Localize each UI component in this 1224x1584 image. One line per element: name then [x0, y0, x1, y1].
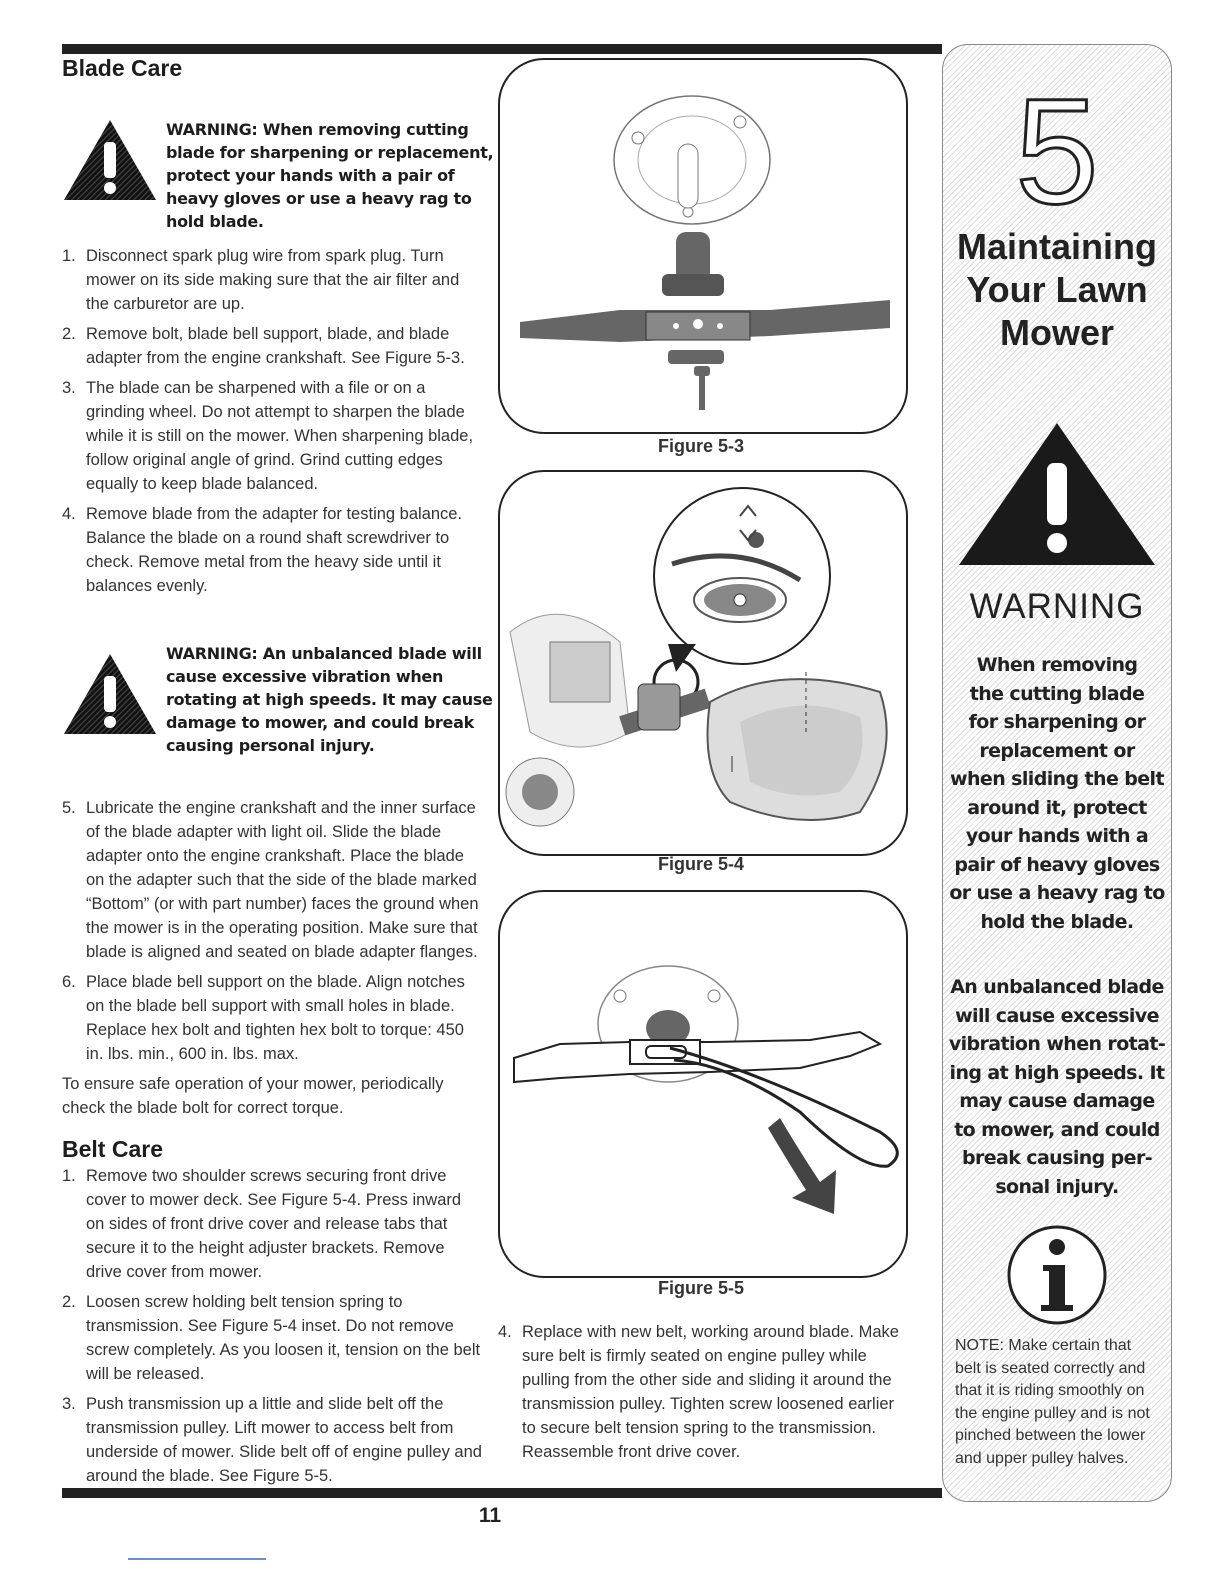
belt-step-4 — [498, 1320, 908, 1470]
figure-5-5-frame — [498, 890, 908, 1278]
sidebar-warning-text-1 — [943, 651, 1171, 936]
list-item: 6. Place blade bell support on the blade. Align notches on the blade bell support with small holes in blade. Replace hex bolt and tighten hex bolt to torque: 450 in. lbs. min., 600 in. lbs. max. — [62, 973, 465, 1063]
decorative-underline — [128, 1558, 266, 1560]
text-line: ing at high speeds. It — [949, 1061, 1165, 1084]
text-line: your hands with a — [965, 825, 1149, 847]
text-line: When removing — [976, 654, 1138, 676]
figure-5-4-caption: Figure 5-4 — [657, 854, 745, 874]
text-line: the engine pulley and is not — [955, 1404, 1150, 1422]
text-line: for sharpening or — [968, 711, 1146, 733]
list-item: 4. Remove blade from the adapter for testing balance. Balance the blade on a round shaft screwdriver to check. Remove metal from the heavy side until it balances evenly. — [62, 505, 463, 595]
blade-steps-1-4 — [62, 244, 482, 604]
belt-care-heading: Belt Care — [62, 1136, 163, 1162]
text-line: will cause excessive — [955, 1004, 1159, 1027]
warning-triangle-icon — [62, 652, 158, 736]
text-line: hold the blade. — [980, 910, 1134, 933]
top-rule — [62, 44, 942, 54]
text-line: to mower, and could — [954, 1118, 1160, 1141]
figure-5-3-frame — [498, 58, 908, 434]
belt-removal-illustration — [500, 892, 906, 1276]
warning-box-1 — [62, 118, 494, 231]
figure-5-3-caption: Figure 5-3 — [657, 436, 745, 456]
warning-text-2: WARNING: An unbalanced blade will cause excessive vibration when rotating at high speeds. It may cause damage to mower, and could break causing personal injury. — [166, 644, 493, 755]
list-item: 3. Push transmission up a little and slide belt off the transmission pulley. Lift mower to access belt from underside of mower. Slide belt off of engine pulley and around the blade. See Figure 5-5. — [62, 1395, 482, 1485]
text-line: belt is seated correctly and — [955, 1359, 1146, 1377]
page-number: 11 — [478, 1504, 502, 1527]
figure-5-4-frame — [498, 470, 908, 856]
text-line: sonal injury. — [995, 1175, 1119, 1198]
list-item: 2. Remove bolt, blade bell support, blade, and blade adapter from the engine crankshaft. See Figure 5-3. — [62, 325, 465, 367]
text-line: may cause damage — [959, 1090, 1155, 1112]
text-line: An unbalanced blade — [950, 976, 1164, 998]
blade-steps-5-6 — [62, 796, 482, 1072]
list-item: 1. Disconnect spark plug wire from spark plug. Turn mower on its side making sure that the air filter and the carburetor are up. — [62, 247, 460, 313]
list-item: 3. The blade can be sharpened with a file or on a grinding wheel. Do not attempt to sharpen the blade while it is still on the mower. When sharpening blade, follow original angle of grind. Grind cutting edges equally to keep blade balanced. — [62, 379, 474, 493]
text-line: vibration when rotat- — [948, 1033, 1166, 1055]
chapter-title-line: Mower — [999, 312, 1114, 353]
chapter-title-line: Your Lawn — [966, 269, 1148, 310]
figure-5-5-caption: Figure 5-5 — [657, 1278, 745, 1298]
text-line: break causing per- — [961, 1147, 1153, 1169]
blade-bolt-note: To ensure safe operation of your mower, periodically check the blade bolt for correct torque. — [62, 1075, 444, 1117]
list-item: 1. Remove two shoulder screws securing front drive cover to mower deck. See Figure 5-4. Press inward on sides of front drive cover and release tabs that secure it to the height adjuster brackets. Remove drive cover from mower. — [62, 1167, 462, 1281]
text-line: and upper pulley halves. — [955, 1449, 1129, 1467]
warning-box-2 — [62, 642, 492, 772]
text-line: around it, protect — [967, 796, 1147, 819]
text-line: replacement or — [979, 739, 1135, 762]
sidebar-note — [943, 1335, 1165, 1470]
chapter-title — [943, 225, 1171, 354]
text-line: or use a heavy rag to — [949, 882, 1165, 904]
large-warning-triangle-icon — [943, 419, 1171, 569]
text-line: the cutting blade — [969, 682, 1145, 705]
warning-text-1: WARNING: When removing cutting blade for sharpening or replacement, protect your hands with a pair of heavy gloves or use a heavy rag to hold blade. — [166, 120, 494, 231]
info-icon — [943, 1221, 1171, 1331]
text-line: pair of heavy gloves — [954, 853, 1160, 876]
list-item: 4. Replace with new belt, working around blade. Make sure belt is firmly seated on engine pulley while pulling from the other side and sliding it around the transmission pulley. Tighten screw loosened earlier to secure belt tension spring to the transmission. Reassemble front drive cover. — [498, 1323, 899, 1461]
belt-steps-1-3 — [62, 1164, 482, 1494]
warning-triangle-icon — [62, 118, 158, 202]
drive-cover-illustration — [500, 472, 906, 854]
text-line: when sliding the belt — [950, 768, 1164, 790]
blade-care-heading: Blade Care — [62, 55, 183, 81]
chapter-title-line: Maintaining — [957, 226, 1157, 267]
blade-assembly-illustration — [500, 60, 906, 432]
sidebar-warning-text-2 — [943, 973, 1171, 1201]
chapter-number-text: 5 — [1015, 75, 1099, 225]
list-item: 2. Loosen screw holding belt tension spring to transmission. See Figure 5-4 inset. Do not remove screw completely. As you loosen it, tension on the belt will be released. — [62, 1293, 481, 1383]
chapter-sidebar — [942, 44, 1172, 1502]
text-line: pinched between the lower — [955, 1427, 1146, 1444]
sidebar-warning-heading: WARNING — [969, 587, 1145, 626]
text-line: NOTE: Make certain that — [955, 1337, 1132, 1354]
list-item: 5. Lubricate the engine crankshaft and the inner surface of the blade adapter with light oil. Slide the blade adapter onto the engine crankshaft. Place the blade on the adapter such that the side of the blade marked “Bottom” (or with part number) faces the ground when the mower is in the operating position. Make sure that blade is aligned and seated on blade adapter flanges. — [62, 799, 479, 961]
chapter-number — [943, 75, 1171, 225]
text-line: that it is riding smoothly on — [955, 1382, 1145, 1399]
